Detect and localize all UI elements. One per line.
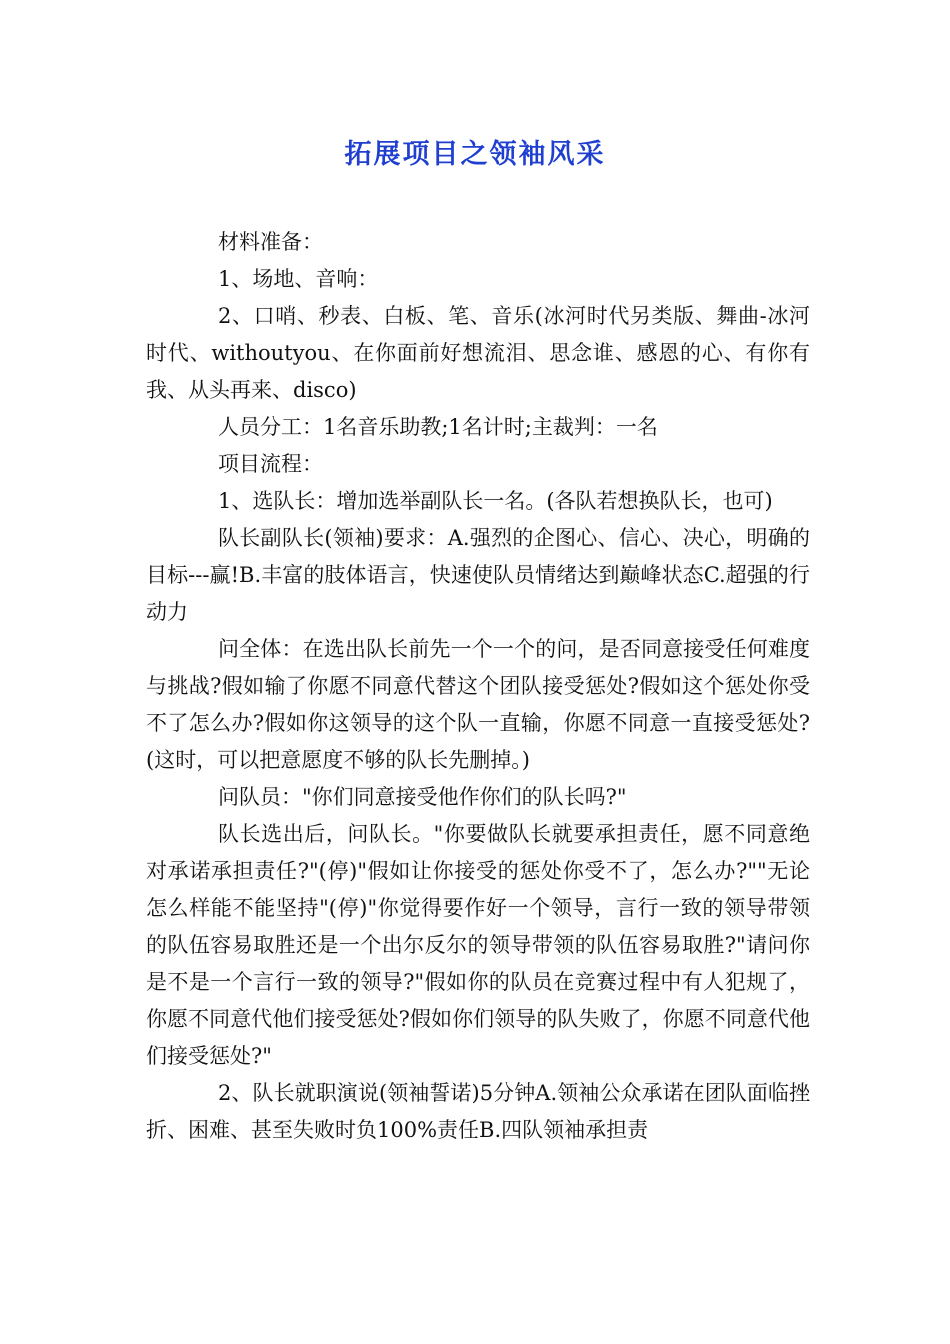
paragraph-inaugural-speech: 2、队长就职演说(领袖誓诺)5分钟A.领袖公众承诺在团队面临挫折、困难、甚至失败时负100%责任B.四队领袖承担责	[146, 1081, 810, 1142]
document-body	[146, 224, 810, 1149]
document-title: 拓展项目之领袖风采	[344, 139, 606, 170]
paragraph-materials-heading: 材料准备：	[218, 230, 323, 254]
paragraph-staffing: 人员分工：1名音乐助教;1名计时;主裁判：一名	[218, 415, 658, 439]
paragraph-process-heading: 项目流程：	[218, 452, 323, 476]
paragraph-ask-members: 问队员："你们同意接受他作你们的队长吗?"	[218, 785, 627, 809]
paragraph-select-captain: 1、选队长：增加选举副队长一名。(各队若想换队长，也可)	[218, 489, 773, 513]
paragraph-captain-requirements: 队长副队长(领袖)要求：A.强烈的企图心、信心、决心，明确的目标---赢!B.丰富的肢体语言，快速使队员情绪达到巅峰状态C.超强的行动力	[146, 526, 810, 624]
paragraph-ask-everyone: 问全体：在选出队长前先一个一个的问，是否同意接受任何难度与挑战?假如输了你愿不同意代替这个团队接受惩处?假如这个惩处你受不了怎么办?假如你这领导的这个队一直输，你愿不同意一直接受惩处?(这时，可以把意愿度不够的队长先删掉。)	[146, 637, 810, 772]
paragraph-equipment: 2、口哨、秒表、白板、笔、音乐(冰河时代另类版、舞曲-冰河时代、withoutyou、在你面前好想流泪、思念谁、感恩的心、有你有我、从头再来、disco)	[146, 304, 810, 402]
paragraph-venue: 1、场地、音响：	[218, 267, 379, 291]
paragraph-ask-captain: 队长选出后，问队长。"你要做队长就要承担责任，愿不同意绝对承诺承担责任?"(停)"假如让你接受的惩处你受不了，怎么办?""无论怎么样能不能坚持"(停)"你觉得要作好一个领导，言行一致的领导带领的队伍容易取胜还是一个出尔反尔的领导带领的队伍容易取胜?"请问你是不是一个言行一致的领导?"假如你的队员在竞赛过程中有人犯规了，你愿不同意代他们接受惩处?假如你们领导的队失败了，你愿不同意代他们接受惩处?"	[146, 822, 810, 1068]
